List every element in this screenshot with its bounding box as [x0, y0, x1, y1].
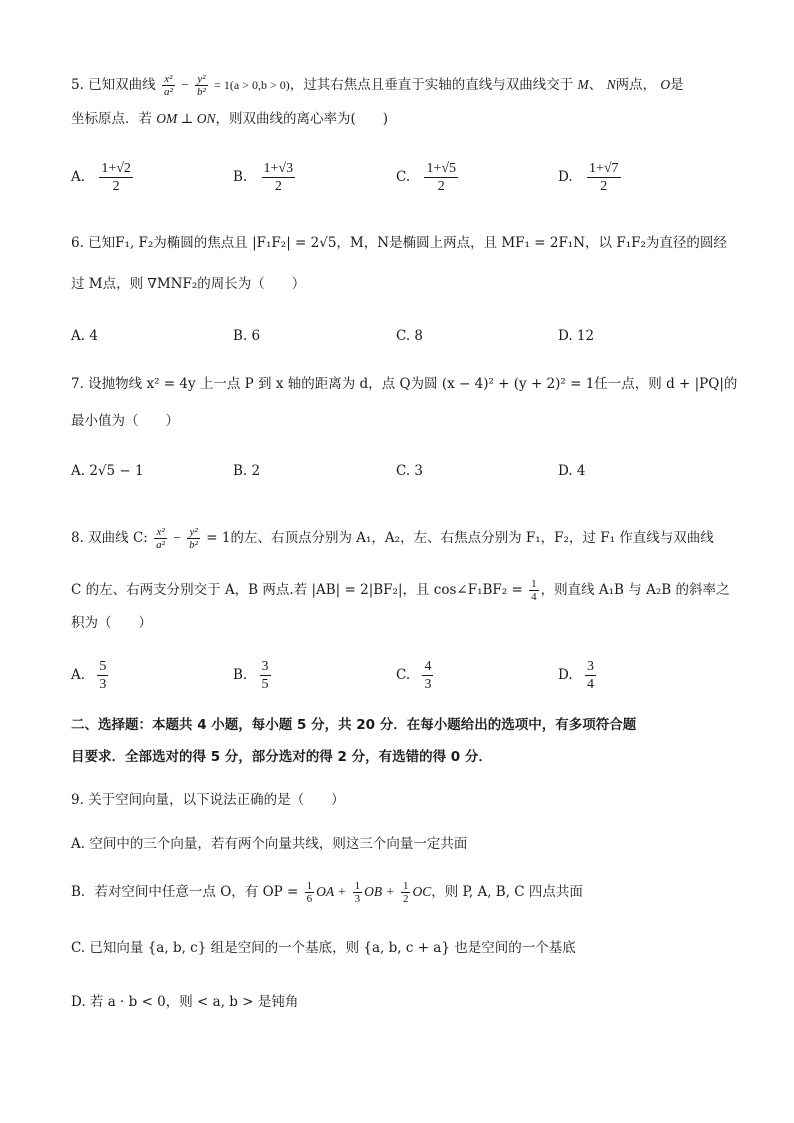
q9-option-d[interactable]: D. 若 a · b < 0，则 < a, b > 是钝角: [71, 994, 299, 1010]
section2-heading-line2: 目要求．全部选对的得 5 分，部分选对的得 2 分，有选错的得 0 分．: [71, 749, 492, 765]
q8-line2: C 的左、右两支分别交于 A，B 两点.若 |AB| = 2|BF₂|，且 cos∠F₁BF₂ = $\frac{1}{4}$ ，则直线 A₁B 与 A₂B 的斜率之: [71, 578, 730, 603]
q8-line3: 积为（ ）: [71, 615, 152, 631]
q8-option-b[interactable]: B. $\frac{3}{5}$: [233, 659, 269, 692]
q5-line1: 5. 已知双曲线 $\frac{\text{x²}}{\text{a²}}$ − $\frac{\text{y²}}{\text{b²}}$ = 1(a > 0,b > 0)，过其右焦点且垂直于实轴的直线与双曲线交于 M、 N两点， O是: [71, 73, 684, 98]
q5-option-b[interactable]: B. $\frac{1+√3}{2}$: [233, 161, 294, 194]
q5-frac-y: $\frac{\text{y²}}{\text{b²}}$: [197, 73, 206, 98]
q5-option-d[interactable]: D. $\frac{1+√7}{2}$: [558, 161, 619, 194]
q9-option-c[interactable]: C. 已知向量 {a, b, c} 组是空间的一个基底，则 {a, b, c + a} 也是空间的一个基底: [71, 940, 576, 956]
q8-line1: 8. 双曲线 C: $\frac{\text{x²}}{\text{a²}}$ − $\frac{\text{y²}}{\text{b²}}$ = 1的左、右顶点分别为 A₁，A₂，左、右焦点分别为 F₁，F₂，过 F₁ 作直线与双曲线: [71, 526, 714, 551]
q5-perp-condition: OM ⊥ ON: [156, 111, 216, 126]
q9-option-a[interactable]: A. 空间中的三个向量，若有两个向量共线，则这三个向量一定共面: [71, 836, 468, 852]
q7-option-c[interactable]: C. 3: [396, 463, 424, 479]
q7-option-a[interactable]: A. 2√5 − 1: [71, 463, 144, 479]
q7-option-d[interactable]: D. 4: [558, 463, 586, 479]
q5-line2: 坐标原点．若 OM ⊥ ON，则双曲线的离心率为( ): [71, 111, 389, 127]
q6-option-b[interactable]: B. 6: [233, 328, 261, 344]
q6-line1: 6. 已知F₁, F₂为椭圆的焦点且 |F₁F₂| = 2√5，M，N是椭圆上两点，且 MF₁ = 2F₁N，以 F₁F₂为直径的圆经: [71, 235, 727, 251]
q5-condition: = 1(a > 0,b > 0): [214, 78, 290, 92]
q7-line1: 7. 设抛物线 x² = 4y 上一点 P 到 x 轴的距离为 d，点 Q为圆 (x − 4)² + (y + 2)² = 1任一点，则 d + |PQ|的: [71, 376, 738, 392]
q5-intro: 5. 已知双曲线: [71, 77, 156, 93]
q6-option-a[interactable]: A. 4: [71, 328, 98, 344]
q9-stem: 9. 关于空间向量，以下说法正确的是（ ）: [71, 792, 345, 808]
section2-heading-line1: 二、选择题：本题共 4 小题，每小题 5 分，共 20 分．在每小题给出的选项中，有多项符合题: [71, 717, 637, 733]
q7-line2: 最小值为（ ）: [71, 413, 179, 429]
q8-option-d[interactable]: D. $\frac{3}{4}$: [558, 659, 594, 692]
q8-option-c[interactable]: C. $\frac{4}{3}$: [396, 659, 432, 692]
q9-option-b[interactable]: B．若对空间中任意一点 O，有 OP = $\frac{1}{6}$ OA + $\frac{1}{3}$ OB + $\frac{1}{2}$ OC，则 P, A, B, C 四点共面: [71, 880, 583, 905]
q6-option-c[interactable]: C. 8: [396, 328, 424, 344]
q5-option-c[interactable]: C. $\frac{1+√5}{2}$: [396, 161, 457, 194]
q6-line2: 过 M点，则 ∇MNF₂的周长为（ ）: [71, 276, 306, 292]
q5-frac-x: $\frac{\text{x²}}{\text{a²}}$: [163, 73, 173, 98]
q6-option-d[interactable]: D. 12: [558, 328, 595, 344]
q5-option-a[interactable]: A. $\frac{1+√2}{2}$: [71, 161, 131, 194]
q8-option-a[interactable]: A. $\frac{5}{3}$: [71, 659, 107, 692]
q7-option-b[interactable]: B. 2: [233, 463, 261, 479]
